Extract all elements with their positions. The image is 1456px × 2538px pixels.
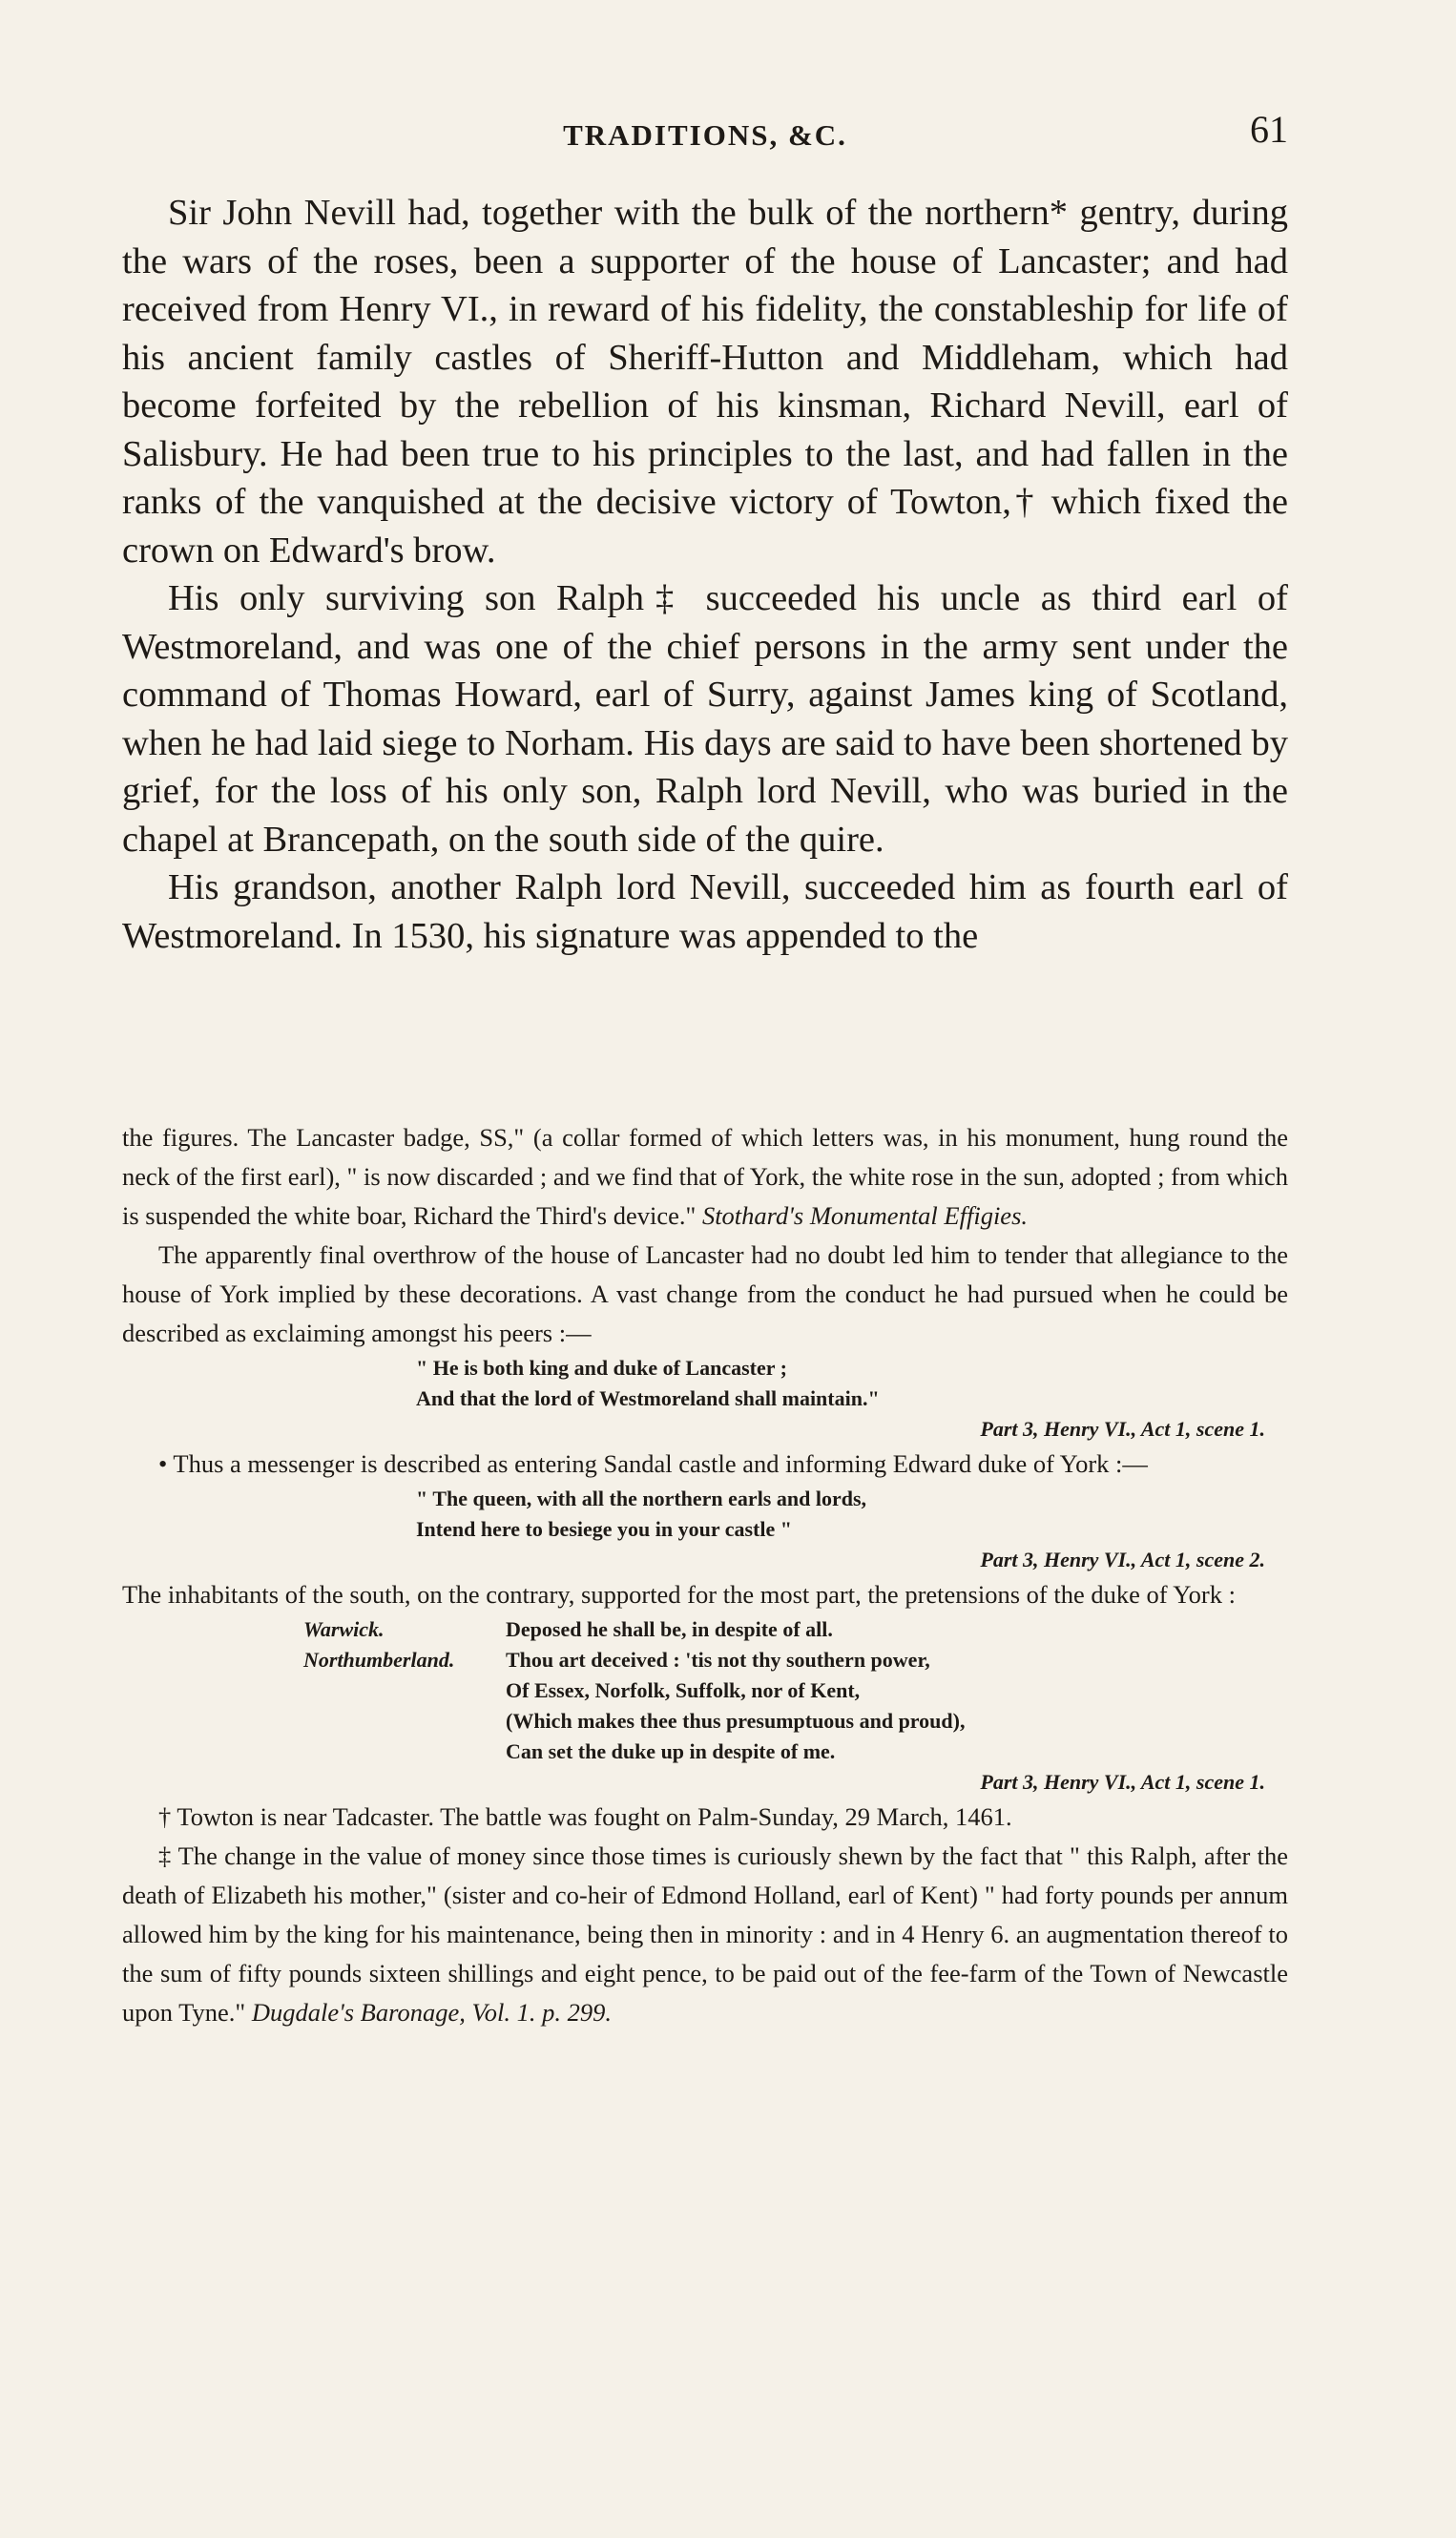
- page-header: [122, 107, 1288, 164]
- dialogue-row: [303, 1645, 1288, 1675]
- dialogue-speaker: [303, 1675, 506, 1706]
- page-number: 61: [1250, 108, 1288, 151]
- dialogue-speaker: [303, 1706, 506, 1737]
- footnote-citation: Stothard's Monumental Effigies.: [701, 1201, 1029, 1230]
- verse-citation: Part 3, Henry VI., Act 1, scene 1.: [980, 1417, 1265, 1441]
- verse-quote: [416, 1484, 1288, 1545]
- dialogue-row: [303, 1614, 1288, 1645]
- footnote-paragraph: The apparently final overthrow of the house of Lancaster had no doubt led him to tender that allegiance to the house of York implied by these decorations. A vast change from the conduct he had pursued when he could be described as exclaiming amongst his peers :—: [122, 1240, 1288, 1347]
- dialogue-quote: [303, 1614, 1288, 1767]
- footnote-paragraph: The inhabitants of the south, on the contrary, supported for the most part, the pretensions of the duke of York :: [122, 1580, 1236, 1609]
- dialogue-line: Thou art deceived : 'tis not thy southern power,: [506, 1648, 930, 1672]
- footnote-double-dagger: [122, 1837, 1288, 2032]
- main-paragraph: His grandson, another Ralph lord Nevill, succeeded him as fourth earl of Westmoreland. In 1530, his signature was appended to the: [122, 867, 1288, 956]
- verse-citation: Part 3, Henry VI., Act 1, scene 1.: [980, 1770, 1265, 1794]
- dialogue-speaker: Northumberland.: [303, 1648, 455, 1672]
- verse-line: " The queen, with all the northern earls and lords,: [416, 1487, 867, 1510]
- running-title: TRADITIONS, &C.: [563, 118, 847, 152]
- dialogue-speaker: Warwick.: [303, 1617, 385, 1641]
- dialogue-speaker: [303, 1737, 506, 1767]
- verse-line: Intend here to besiege you in your castle ": [416, 1517, 792, 1541]
- footnote-continuation-text: the figures. The Lancaster badge, SS," (a collar formed of which letters was, in his monument, hung round the neck of the first earl), " is now discarded ; and we find that of York, the white rose in the sun, adopted ; from which is suspended the white boar, Richard the Third's device.": [122, 1123, 1288, 1230]
- verse-quote: [416, 1353, 1288, 1414]
- footnote-star: • Thus a messenger is described as entering Sandal castle and informing Edward duke of York :—: [158, 1449, 1148, 1478]
- footnote-dagger: † Towton is near Tadcaster. The battle was fought on Palm-Sunday, 29 March, 1461.: [158, 1802, 1012, 1831]
- dialogue-line: Deposed he shall be, in despite of all.: [506, 1617, 833, 1641]
- footnotes: [122, 1118, 1288, 2032]
- footnote-citation: Dugdale's Baronage, Vol. 1. p. 299.: [251, 1998, 612, 2027]
- verse-line: And that the lord of Westmoreland shall maintain.": [416, 1386, 880, 1410]
- dialogue-row: [303, 1737, 1288, 1767]
- dialogue-line: Of Essex, Norfolk, Suffolk, nor of Kent,: [506, 1678, 861, 1702]
- footnote-continuation: [122, 1118, 1288, 1236]
- verse-citation: Part 3, Henry VI., Act 1, scene 2.: [980, 1548, 1265, 1571]
- dialogue-line: Can set the duke up in despite of me.: [506, 1739, 836, 1763]
- main-paragraph: His only surviving son Ralph‡ succeeded his uncle as third earl of Westmoreland, and was one of the chief persons in the army sent under the command of Thomas Howard, earl of Surry, against James king of Scotland, when he had laid siege to Norham. His days are said to have been shortened by grief, for the loss of his only son, Ralph lord Nevill, who was buried in the chapel at Brancepath, on the south side of the quire.: [122, 578, 1288, 860]
- dialogue-row: [303, 1675, 1288, 1706]
- dialogue-row: [303, 1706, 1288, 1737]
- dialogue-line: (Which makes thee thus presumptuous and proud),: [506, 1709, 966, 1733]
- main-text: [122, 189, 1288, 960]
- footnote-double-dagger-text: ‡ The change in the value of money since those times is curiously shewn by the fact that " this Ralph, after the death of Elizabeth his mother," (sister and co-heir of Edmond Holland, earl of Kent) " had forty pounds per annum allowed him by the king for his maintenance, being then in minority : and in 4 Henry 6. an augmentation thereof to the sum of fifty pounds sixteen shillings and eight pence, to be paid out of the fee-farm of the Town of Newcastle upon Tyne.": [122, 1841, 1288, 2027]
- main-paragraph: Sir John Nevill had, together with the bulk of the northern* gentry, during the wars of the roses, been a supporter of the house of Lancaster; and had received from Henry VI., in reward of his fidelity, the constableship for life of his ancient family castles of Sheriff-Hutton and Middleham, which had become forfeited by the rebellion of his kinsman, Richard Nevill, earl of Salisbury. He had been true to his principles to the last, and had fallen in the ranks of the vanquished at the decisive victory of Towton,† which fixed the crown on Edward's brow.: [122, 193, 1288, 571]
- verse-line: " He is both king and duke of Lancaster ;: [416, 1356, 787, 1380]
